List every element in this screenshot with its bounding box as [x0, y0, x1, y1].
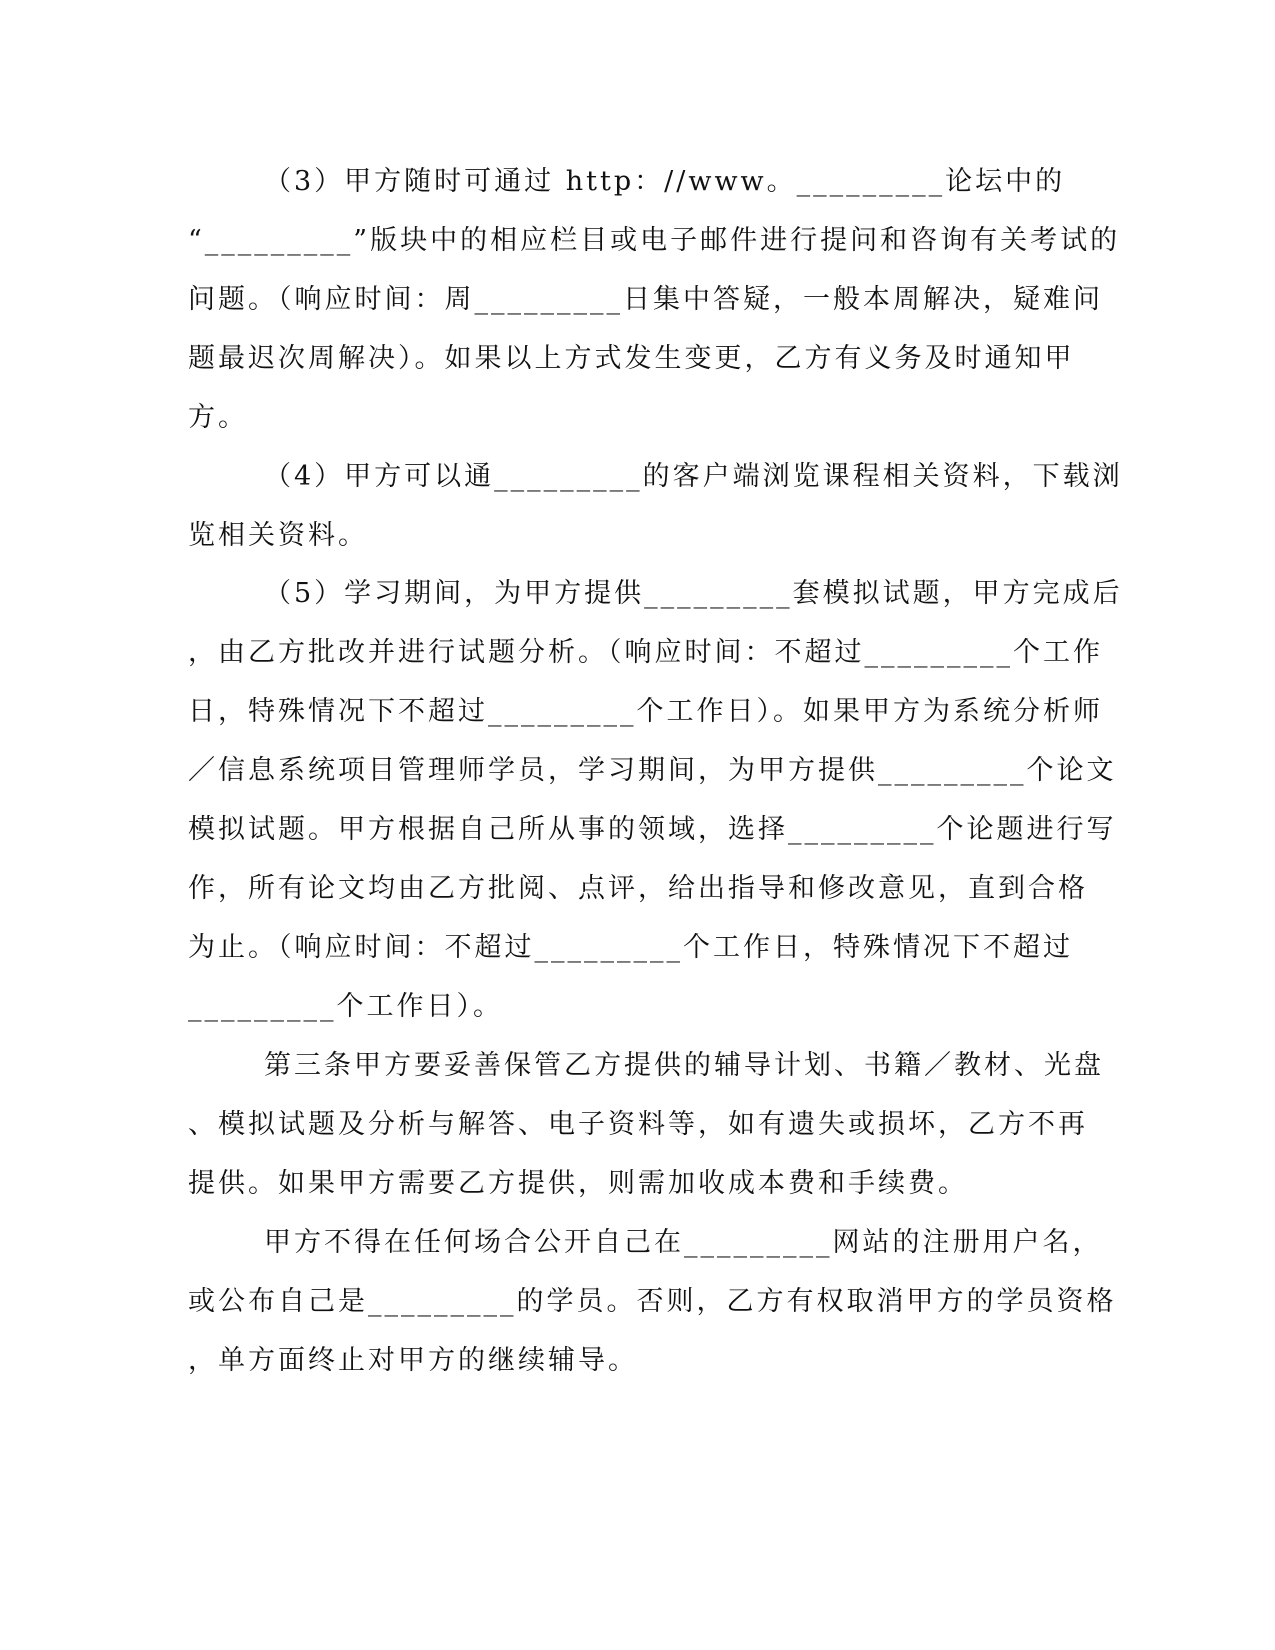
paragraph-3-line-5: 方。 [188, 402, 248, 433]
paragraph-4-line-1: （4）甲方可以通_________的客户端浏览课程相关资料，下载浏 [264, 461, 1123, 492]
paragraph-privacy-line-2: 或公布自己是_________的学员。否则，乙方有权取消甲方的学员资格 [188, 1286, 1117, 1317]
article-3-line-3: 提供。如果甲方需要乙方提供，则需加收成本费和手续费。 [188, 1168, 968, 1199]
paragraph-5-line-4: ／信息系统项目管理师学员，学习期间，为甲方提供_________个论文 [188, 755, 1117, 786]
article-3-line-1: 第三条甲方要妥善保管乙方提供的辅导计划、书籍／教材、光盘 [264, 1050, 1104, 1081]
paragraph-privacy-line-3: ，单方面终止对甲方的继续辅导。 [188, 1345, 638, 1376]
paragraph-3-line-1: （3）甲方随时可通过 http：//www。_________论坛中的 [264, 166, 1066, 197]
paragraph-privacy-line-1: 甲方不得在任何场合公开自己在_________网站的注册用户名， [264, 1227, 1103, 1258]
paragraph-3-line-3: 问题。（响应时间：周_________日集中答疑，一般本周解决，疑难问 [188, 284, 1103, 315]
paragraph-4-line-2: 览相关资料。 [188, 520, 368, 551]
paragraph-5-line-2: ，由乙方批改并进行试题分析。（响应时间：不超过_________个工作 [188, 637, 1103, 668]
paragraph-5-line-3: 日，特殊情况下不超过_________个工作日）。如果甲方为系统分析师 [188, 696, 1103, 727]
paragraph-5-line-8: _________个工作日）。 [188, 991, 503, 1022]
paragraph-5-line-7: 为止。（响应时间：不超过_________个工作日，特殊情况下不超过 [188, 932, 1073, 963]
paragraph-5-line-6: 作，所有论文均由乙方批阅、点评，给出指导和修改意见，直到合格 [188, 873, 1088, 904]
paragraph-3-line-2: “_________”版块中的相应栏目或电子邮件进行提问和咨询有关考试的 [188, 225, 1121, 256]
article-3-line-2: 、模拟试题及分析与解答、电子资料等，如有遗失或损坏，乙方不再 [188, 1109, 1088, 1140]
paragraph-3-line-4: 题最迟次周解决）。如果以上方式发生变更，乙方有义务及时通知甲 [188, 343, 1075, 374]
paragraph-5-line-5: 模拟试题。甲方根据自己所从事的领域，选择_________个论题进行写 [188, 814, 1117, 845]
paragraph-5-line-1: （5）学习期间，为甲方提供_________套模拟试题，甲方完成后 [264, 578, 1123, 609]
